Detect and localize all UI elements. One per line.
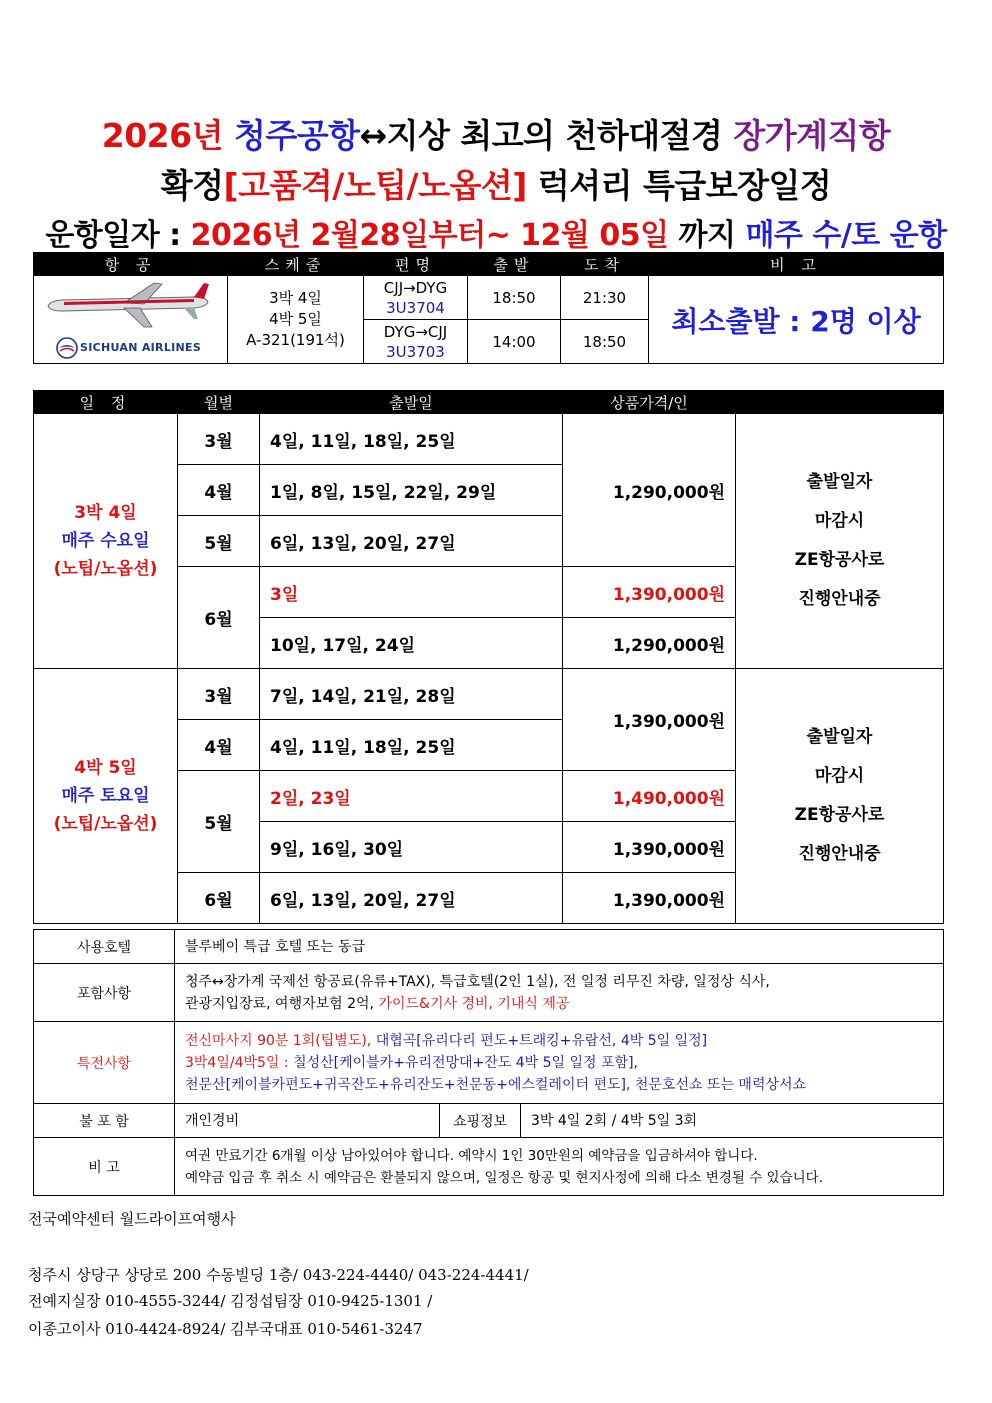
dates-cell: 3일 <box>260 567 563 618</box>
price-cell: 1,290,000원 <box>563 618 736 669</box>
table-row <box>34 1104 944 1138</box>
price-cell: 1,490,000원 <box>563 771 736 822</box>
month-cell: 3월 <box>178 414 260 465</box>
remarks-line: 예약금 입금 후 취소 시 예약금은 환불되지 않으며, 일정은 항공 및 현지사정에 의해 다소 변경될 수 있습니다. <box>185 1169 824 1186</box>
airplane-icon <box>44 281 214 331</box>
remark-line: 마감시 <box>814 511 865 531</box>
header-month: 월별 <box>178 391 260 414</box>
month-cell: 5월 <box>178 771 260 873</box>
dates-cell: 9일, 16일, 30일 <box>260 822 563 873</box>
price-cell: 1,390,000원 <box>563 567 736 618</box>
header-dates: 출발일 <box>260 391 563 414</box>
remark-line: 출발일자 <box>806 472 873 492</box>
dates-cell: 4일, 11일, 18일, 25일 <box>260 720 563 771</box>
remark-line: ZE항공사로 <box>794 805 885 825</box>
title-destination: 장가계직항 <box>733 116 891 155</box>
included-label: 포함사항 <box>34 964 175 1022</box>
table-row <box>34 669 944 720</box>
table-row <box>34 414 944 465</box>
benefits-line <box>185 1052 933 1074</box>
dep-outbound: 18:50 <box>468 276 561 320</box>
flight-inbound <box>364 320 468 364</box>
group-condition: (노팁/노옵션) <box>53 559 158 579</box>
hotel-label: 사용호텔 <box>34 930 175 964</box>
hotel-value: 블루베이 특급 호텔 또는 동급 <box>175 930 944 964</box>
title-middle: ↔지상 최고의 천하대절경 <box>359 116 734 155</box>
benefits-value <box>175 1022 944 1104</box>
title-line-2 <box>0 160 992 207</box>
included-line: 청주↔장가계 국제선 항공료(유류+TAX), 특급호텔(2인 1실), 전 일정 리무진 차량, 일정상 식사, <box>185 973 770 990</box>
header-departure: 출발 <box>468 253 561 276</box>
benefit-label: 3박4일/4박5일 : <box>185 1054 294 1071</box>
min-departure-note: 최소출발 : 2명 이상 <box>649 276 944 364</box>
shopping-label: 쇼핑정보 <box>440 1104 521 1138</box>
shopping-value: 3박 4일 2회 / 4박 5일 3회 <box>521 1104 944 1138</box>
agency-name: 전국예약센터 월드라이프여행사 <box>28 1210 236 1228</box>
month-cell: 4월 <box>178 720 260 771</box>
group-remark <box>736 669 944 924</box>
info-table <box>33 929 944 1196</box>
month-cell: 6월 <box>178 567 260 669</box>
remark-line: ZE항공사로 <box>794 550 885 570</box>
table-row <box>34 930 944 964</box>
contact-line-2: 이종고이사 010-4424-8924/ 김부국대표 010-5461-3247 <box>28 1320 423 1338</box>
sichuan-airlines-logo-icon <box>56 337 78 359</box>
period-until: 까지 <box>668 218 746 253</box>
dep-inbound: 14:00 <box>468 320 561 364</box>
included-value <box>175 964 944 1022</box>
group-duration: 3박 4일 <box>74 503 137 523</box>
dates-cell: 7일, 14일, 21일, 28일 <box>260 669 563 720</box>
schedule-4n5d: 4박 5일 <box>269 310 322 328</box>
dates-cell: 1일, 8일, 15일, 22일, 29일 <box>260 465 563 516</box>
dates-cell: 6일, 13일, 20일, 27일 <box>260 873 563 924</box>
table-row <box>34 1138 944 1196</box>
month-cell: 6월 <box>178 873 260 924</box>
airline-name: SICHUAN AIRLINES <box>80 340 202 354</box>
group-condition: (노팁/노옵션) <box>53 814 158 834</box>
dates-cell: 4일, 11일, 18일, 25일 <box>260 414 563 465</box>
benefits-line: 천문산[케이블카편도+귀곡잔도+유리잔도+천문동+에스컬레이터 편도], 천문호선쇼 또는 매력상서쇼 <box>185 1076 807 1093</box>
excluded-value: 개인경비 <box>175 1104 440 1138</box>
benefit-massage: 전신마사지 90분 1회(팁별도), <box>185 1032 376 1049</box>
remark-line: 진행안내중 <box>798 589 881 609</box>
price-cell: 1,390,000원 <box>563 822 736 873</box>
table-row <box>34 1022 944 1104</box>
header-price: 상품가격/인 <box>563 391 736 414</box>
price-cell: 1,390,000원 <box>563 669 736 771</box>
airline-cell <box>34 276 228 364</box>
header-itinerary: 일 정 <box>34 391 178 414</box>
included-text: 관광지입장료, 여행자보험 2억, <box>185 995 379 1012</box>
dates-cell: 6일, 13일, 20일, 27일 <box>260 516 563 567</box>
schedule-3n4d: 3박 4일 <box>269 289 322 307</box>
arr-inbound: 18:50 <box>561 320 649 364</box>
remarks-value <box>175 1138 944 1196</box>
header-arrival: 도착 <box>561 253 649 276</box>
excluded-label: 불 포 함 <box>34 1104 175 1138</box>
title-line-1 <box>0 110 992 157</box>
remarks-label: 비 고 <box>34 1138 175 1196</box>
remark-line: 출발일자 <box>806 727 873 747</box>
header-airline: 항 공 <box>34 253 228 276</box>
agency-address: 청주시 상당구 상당로 200 수동빌딩 1층/ 043-224-4440/ 043-224-4441/ <box>28 1266 529 1284</box>
group-4n5d-label <box>34 669 178 924</box>
header-blank <box>736 391 944 414</box>
dates-cell: 10일, 17일, 24일 <box>260 618 563 669</box>
dates-cell: 2일, 23일 <box>260 771 563 822</box>
flight-table <box>33 252 944 364</box>
benefits-line <box>185 1030 933 1052</box>
month-cell: 5월 <box>178 516 260 567</box>
schedule-cell <box>228 276 364 364</box>
title-highlight: [고품격/노팁/노옵션] <box>223 166 527 205</box>
route-outbound: CJJ→DYG <box>383 278 448 297</box>
title-line-3 <box>0 210 992 254</box>
included-highlight: 가이드&기사 경비, 기내식 제공 <box>378 995 570 1012</box>
title-origin: 청주공항 <box>233 116 360 155</box>
period-range: 2026년 2월28일부터~ 12월 05일 <box>190 218 669 253</box>
group-remark <box>736 414 944 669</box>
table-row <box>34 964 944 1022</box>
remark-line: 마감시 <box>814 766 865 786</box>
title-prefix: 확정 <box>160 166 224 205</box>
header-flight: 편명 <box>364 253 468 276</box>
aircraft: A-321(191석) <box>246 331 345 349</box>
header-schedule: 스케줄 <box>228 253 364 276</box>
route-inbound: DYG→CJJ <box>383 322 448 341</box>
benefit-qixing: 칠성산[케이블카+유리전망대+잔도 4박 5일 일정 포함], <box>293 1054 638 1071</box>
price-cell: 1,290,000원 <box>563 414 736 567</box>
benefit-canyon: 대협곡[유리다리 편도+트래킹+유람선, 4박 5일 일정] <box>375 1032 708 1049</box>
price-cell: 1,390,000원 <box>563 873 736 924</box>
group-weekday: 매주 토요일 <box>61 786 150 806</box>
contact-line-1: 전예지실장 010-4555-3244/ 김정섭팀장 010-9425-1301 / <box>28 1292 433 1310</box>
header-remark: 비 고 <box>649 253 944 276</box>
period-weekly: 매주 수/토 운항 <box>745 218 947 253</box>
benefits-label: 특전사항 <box>34 1022 175 1104</box>
month-cell: 4월 <box>178 465 260 516</box>
group-duration: 4박 5일 <box>74 758 137 778</box>
period-label: 운항일자 : <box>45 218 191 253</box>
group-weekday: 매주 수요일 <box>61 531 150 551</box>
title-suffix: 럭셔리 특급보장일정 <box>526 166 832 205</box>
arr-outbound: 21:30 <box>561 276 649 320</box>
included-line <box>185 993 933 1015</box>
month-cell: 3월 <box>178 669 260 720</box>
group-3n4d-label <box>34 414 178 669</box>
remarks-line: 여권 만료기간 6개월 이상 남아있어야 합니다. 예약시 1인 30만원의 예약금을 입금하셔야 합니다. <box>185 1147 758 1164</box>
remark-line: 진행안내중 <box>798 844 881 864</box>
code-outbound: 3U3704 <box>386 298 445 317</box>
title-year: 2026년 <box>101 116 234 155</box>
schedule-table <box>33 390 944 924</box>
code-inbound: 3U3703 <box>386 342 445 361</box>
flight-outbound <box>364 276 468 320</box>
